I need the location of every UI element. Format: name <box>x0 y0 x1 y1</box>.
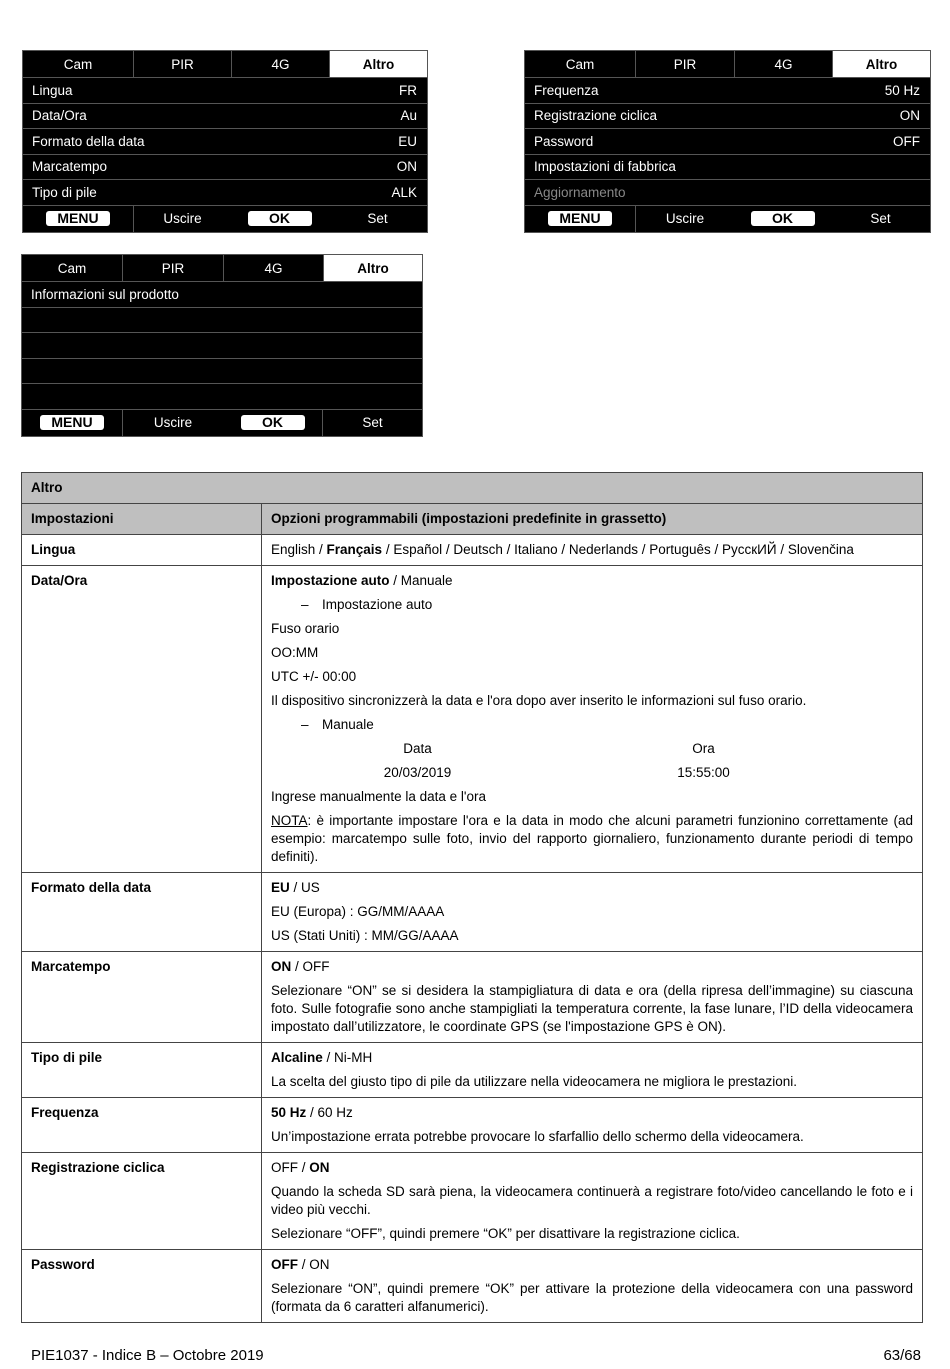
row-value: OFF <box>893 133 920 149</box>
menu-row-data-ora[interactable] <box>23 104 427 130</box>
row-label: Marcatempo <box>32 159 108 175</box>
table-row-password <box>22 1250 923 1323</box>
default-option: EU <box>271 880 290 895</box>
row-value: ON <box>899 108 920 124</box>
description-text: Selezionare “ON”, quindi premere “OK” per attivare la protezione della videocamera con una password (formata da 6 caratteri alfanumerici). <box>271 1281 913 1314</box>
data-value: 20/03/2019 <box>383 765 452 780</box>
oomm-text: OO:MM <box>271 645 319 660</box>
row-label: Aggiornamento <box>534 184 626 200</box>
menu-row-impostazioni-fabbrica[interactable] <box>525 155 930 181</box>
setting-name: Tipo di pile <box>22 1043 262 1098</box>
menu-footer <box>22 410 422 436</box>
description-text: Un’impostazione errata potrebbe provocare lo sfarfallio dello schermo della videocamera. <box>271 1129 804 1144</box>
option-text: / Ni-MH <box>322 1050 373 1065</box>
table-row-tipo-pile <box>22 1043 923 1098</box>
tab-4g[interactable]: 4G <box>224 255 324 281</box>
tab-altro[interactable]: Altro <box>833 51 930 77</box>
ok-key[interactable]: OK <box>751 211 815 226</box>
menu-row-registrazione-ciclica[interactable] <box>525 104 930 130</box>
setting-name: Marcatempo <box>22 952 262 1043</box>
menu-row-aggiornamento[interactable] <box>525 180 930 206</box>
menu-row-formato-data[interactable] <box>23 129 427 155</box>
tab-bar <box>525 51 930 78</box>
table-row-registrazione-ciclica <box>22 1153 923 1250</box>
column-header-impostazioni: Impostazioni <box>22 504 262 535</box>
exit-label: Uscire <box>163 211 202 226</box>
nota-text: : è importante impostare l'ora e la data in modo che alcuni parametri funzionino correttamente (ad esempio: marcatempo sulle foto, invio del rapporto giornaliero, funzionamento durante periodi di tempo definiti). <box>271 813 913 864</box>
menu-key[interactable]: MENU <box>46 211 110 226</box>
option-text: / Manuale <box>389 573 453 588</box>
setting-options <box>262 873 923 952</box>
default-option: Français <box>326 542 383 557</box>
setting-options <box>262 1098 923 1153</box>
tab-4g[interactable]: 4G <box>735 51 833 77</box>
option-text: OFF / <box>271 1160 310 1175</box>
menu-row-empty <box>22 384 422 410</box>
default-option: Alcaline <box>271 1050 323 1065</box>
table-section-header <box>22 473 923 504</box>
column-header-opzioni: Opzioni programmabili (impostazioni predefinite in grassetto) <box>262 504 923 535</box>
setting-options <box>262 535 923 566</box>
menu-row-lingua[interactable] <box>23 78 427 104</box>
row-value: Au <box>400 108 417 124</box>
table-row-formato-data <box>22 873 923 952</box>
row-value: ALK <box>391 184 417 200</box>
row-label: Formato della data <box>32 133 145 149</box>
row-label: Frequenza <box>534 82 599 98</box>
set-label: Set <box>367 211 388 226</box>
menu-key[interactable]: MENU <box>548 211 612 226</box>
nota-label: NOTA <box>271 813 308 828</box>
format-us-text: US (Stati Uniti) : MM/GG/AAAA <box>271 928 459 943</box>
ok-key[interactable]: OK <box>248 211 312 226</box>
dash-bullet: – <box>301 717 309 732</box>
row-label: Impostazioni di fabbrica <box>534 159 676 175</box>
table-row-marcatempo <box>22 952 923 1043</box>
menu-row-tipo-pile[interactable] <box>23 180 427 206</box>
option-text: / Español / Deutsch / Italiano / Nederlands / Português / PyccкИЙ / Slovenčina <box>382 542 854 557</box>
tab-4g[interactable]: 4G <box>232 51 330 77</box>
data-label: Data <box>403 741 432 756</box>
tab-bar <box>22 255 422 282</box>
menu-screen-2 <box>524 50 931 233</box>
table-row-data-ora <box>22 566 923 873</box>
tab-cam[interactable]: Cam <box>22 255 123 281</box>
menu-row-empty <box>22 308 422 334</box>
tab-pir[interactable]: PIR <box>636 51 735 77</box>
description-text: Selezionare “OFF”, quindi premere “OK” per disattivare la registrazione ciclica. <box>271 1226 740 1241</box>
exit-label: Uscire <box>153 415 193 430</box>
settings-table <box>21 472 923 1323</box>
row-value: ON <box>396 159 417 175</box>
row-label: Lingua <box>32 82 73 98</box>
setting-name: Formato della data <box>22 873 262 952</box>
ora-value: 15:55:00 <box>677 765 730 780</box>
table-row-frequenza <box>22 1098 923 1153</box>
fuso-orario-text: Fuso orario <box>271 621 340 636</box>
description-text: La scelta del giusto tipo di pile da utilizzare nella videocamera ne migliora le prestazioni. <box>271 1074 798 1089</box>
option-text: English / <box>271 542 327 557</box>
tab-altro[interactable]: Altro <box>324 255 422 281</box>
document-reference: PIE1037 - Indice B – Octobre 2019 <box>31 1347 264 1364</box>
option-text: / ON <box>298 1257 330 1272</box>
ingrese-text: Ingrese manualmente la data e l'ora <box>271 789 486 804</box>
tab-bar <box>23 51 427 78</box>
description-text: Quando la scheda SD sarà piena, la videocamera continuerà a registrare foto/video cancellando le foto e i video più vecchi. <box>271 1184 913 1217</box>
menu-screen-1 <box>22 50 428 233</box>
menu-row-frequenza[interactable] <box>525 78 930 104</box>
setting-name: Password <box>22 1250 262 1323</box>
default-option: OFF <box>271 1257 298 1272</box>
row-label: Tipo di pile <box>32 184 97 200</box>
menu-screen-3 <box>21 254 423 437</box>
menu-row-empty <box>22 359 422 385</box>
menu-row-informazioni-prodotto[interactable] <box>22 282 422 308</box>
setting-name: Registrazione ciclica <box>22 1153 262 1250</box>
row-label: Password <box>534 133 594 149</box>
description-text: Selezionare “ON” se si desidera la stampigliatura di data e ora (della ripresa dell’immagine) su ciascuna foto. Sulle fotografie sono anche stampigliati la temperatura corrente, la fase lunare, l’ID della videocamera impostato dall’utilizzatore, le coordinate GPS (se l'impostazione GPS è ON). <box>271 983 913 1034</box>
setting-options <box>262 1250 923 1323</box>
row-value: FR <box>399 82 417 98</box>
default-option: ON <box>309 1160 330 1175</box>
option-text: / 60 Hz <box>306 1105 353 1120</box>
set-label: Set <box>362 415 383 430</box>
row-value: 50 Hz <box>884 82 920 98</box>
menu-row-password[interactable] <box>525 129 930 155</box>
table-row-lingua <box>22 535 923 566</box>
option-text: / OFF <box>291 959 330 974</box>
setting-name: Frequenza <box>22 1098 262 1153</box>
row-value: EU <box>398 133 417 149</box>
menu-footer <box>23 206 427 232</box>
menu-key[interactable]: MENU <box>40 415 104 430</box>
default-option: 50 Hz <box>271 1105 307 1120</box>
utc-text: UTC +/- 00:00 <box>271 669 357 684</box>
row-label: Registrazione ciclica <box>534 108 658 124</box>
sub-heading-auto: Impostazione auto <box>322 597 433 612</box>
tab-pir[interactable]: PIR <box>134 51 232 77</box>
tab-pir[interactable]: PIR <box>123 255 224 281</box>
page-number: 63/68 <box>883 1347 921 1364</box>
default-option: ON <box>271 959 292 974</box>
format-eu-text: EU (Europa) : GG/MM/AAAA <box>271 904 445 919</box>
set-label: Set <box>870 211 891 226</box>
tab-cam[interactable]: Cam <box>525 51 636 77</box>
setting-options <box>262 566 923 873</box>
default-option: Impostazione auto <box>271 573 390 588</box>
tab-cam[interactable]: Cam <box>23 51 134 77</box>
row-label: Informazioni sul prodotto <box>31 286 179 302</box>
tab-altro[interactable]: Altro <box>330 51 427 77</box>
setting-options <box>262 1043 923 1098</box>
exit-label: Uscire <box>665 211 705 226</box>
sub-heading-manuale: Manuale <box>322 717 374 732</box>
setting-name: Lingua <box>22 535 262 566</box>
menu-row-empty <box>22 333 422 359</box>
menu-row-marcatempo[interactable] <box>23 155 427 181</box>
ora-label: Ora <box>692 741 715 756</box>
menu-footer <box>525 206 930 232</box>
setting-name: Data/Ora <box>22 566 262 873</box>
sync-text: Il dispositivo sincronizzerà la data e l'ora dopo aver inserito le informazioni sul fuso orario. <box>271 693 807 708</box>
section-title: Altro <box>22 473 923 504</box>
ok-key[interactable]: OK <box>241 415 305 430</box>
row-label: Data/Ora <box>32 108 87 124</box>
table-column-header <box>22 504 923 535</box>
setting-options <box>262 952 923 1043</box>
option-text: / US <box>289 880 320 895</box>
dash-bullet: – <box>301 597 309 612</box>
setting-options <box>262 1153 923 1250</box>
